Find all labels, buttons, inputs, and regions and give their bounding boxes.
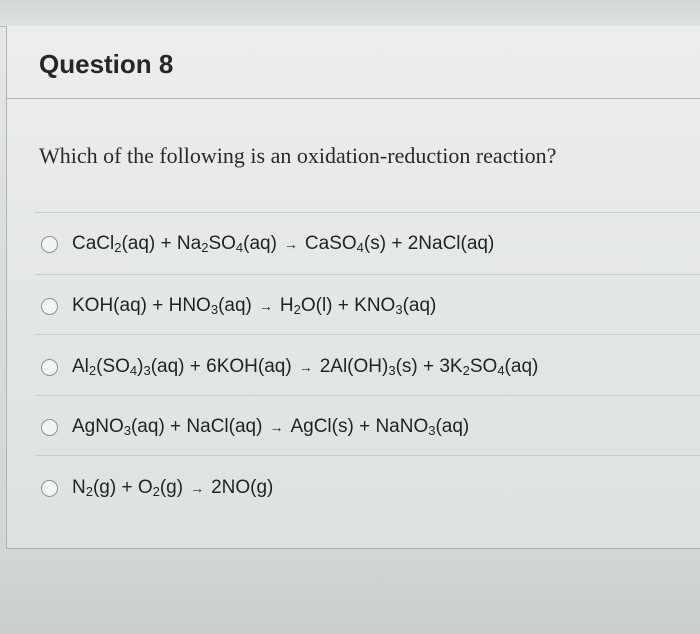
radio-button[interactable]: [41, 236, 58, 253]
divider: [35, 274, 700, 275]
question-prompt: Which of the following is an oxidation-reduction reaction?: [39, 143, 557, 168]
answer-option-5[interactable]: [41, 473, 273, 503]
radio-button[interactable]: [41, 298, 58, 315]
radio-button[interactable]: [41, 359, 58, 376]
answer-option-4[interactable]: [41, 412, 469, 442]
question-header: [7, 26, 700, 99]
divider: [35, 395, 700, 396]
divider: [35, 334, 700, 335]
divider: [35, 212, 700, 213]
arrow-icon: →: [258, 298, 273, 314]
option-equation: $KOH(aq) + HNO_3(aq) \to H_2O(l) + KNO_3(aq)$: [72, 295, 437, 317]
answer-option-1[interactable]: [41, 229, 494, 259]
question-title: Question 8: [39, 49, 174, 79]
arrow-icon: →: [190, 480, 205, 496]
answer-option-3[interactable]: [41, 352, 538, 382]
arrow-icon: →: [298, 359, 313, 375]
radio-button[interactable]: [41, 419, 58, 436]
bottom-background-strip: [0, 549, 700, 634]
arrow-icon: →: [283, 236, 298, 252]
option-equation: AgNO$_3$(aq) + NaCl(aq) → AgCl(s) + NaNO$_3$(aq): [72, 416, 470, 438]
radio-button[interactable]: [41, 480, 58, 497]
answer-option-2[interactable]: [41, 291, 436, 321]
arrow-icon: →: [269, 419, 284, 435]
option-equation: $N_2(g) + O_2(g) \to 2NO(g)$: [72, 477, 274, 499]
option-equation: $Al_2(SO_4)_3(aq) + 6KOH(aq) \to 2Al(OH)_3(s) + 3K_2SO_4(aq)$: [72, 356, 539, 378]
question-panel: [6, 26, 700, 549]
divider: [35, 455, 700, 456]
option-equation: CaCl$_2$(aq) + $Na_2SO_4(aq)$ → CaSO$_4$(s) + 2NaCl(aq): [72, 233, 495, 255]
top-background-strip: [0, 0, 700, 27]
